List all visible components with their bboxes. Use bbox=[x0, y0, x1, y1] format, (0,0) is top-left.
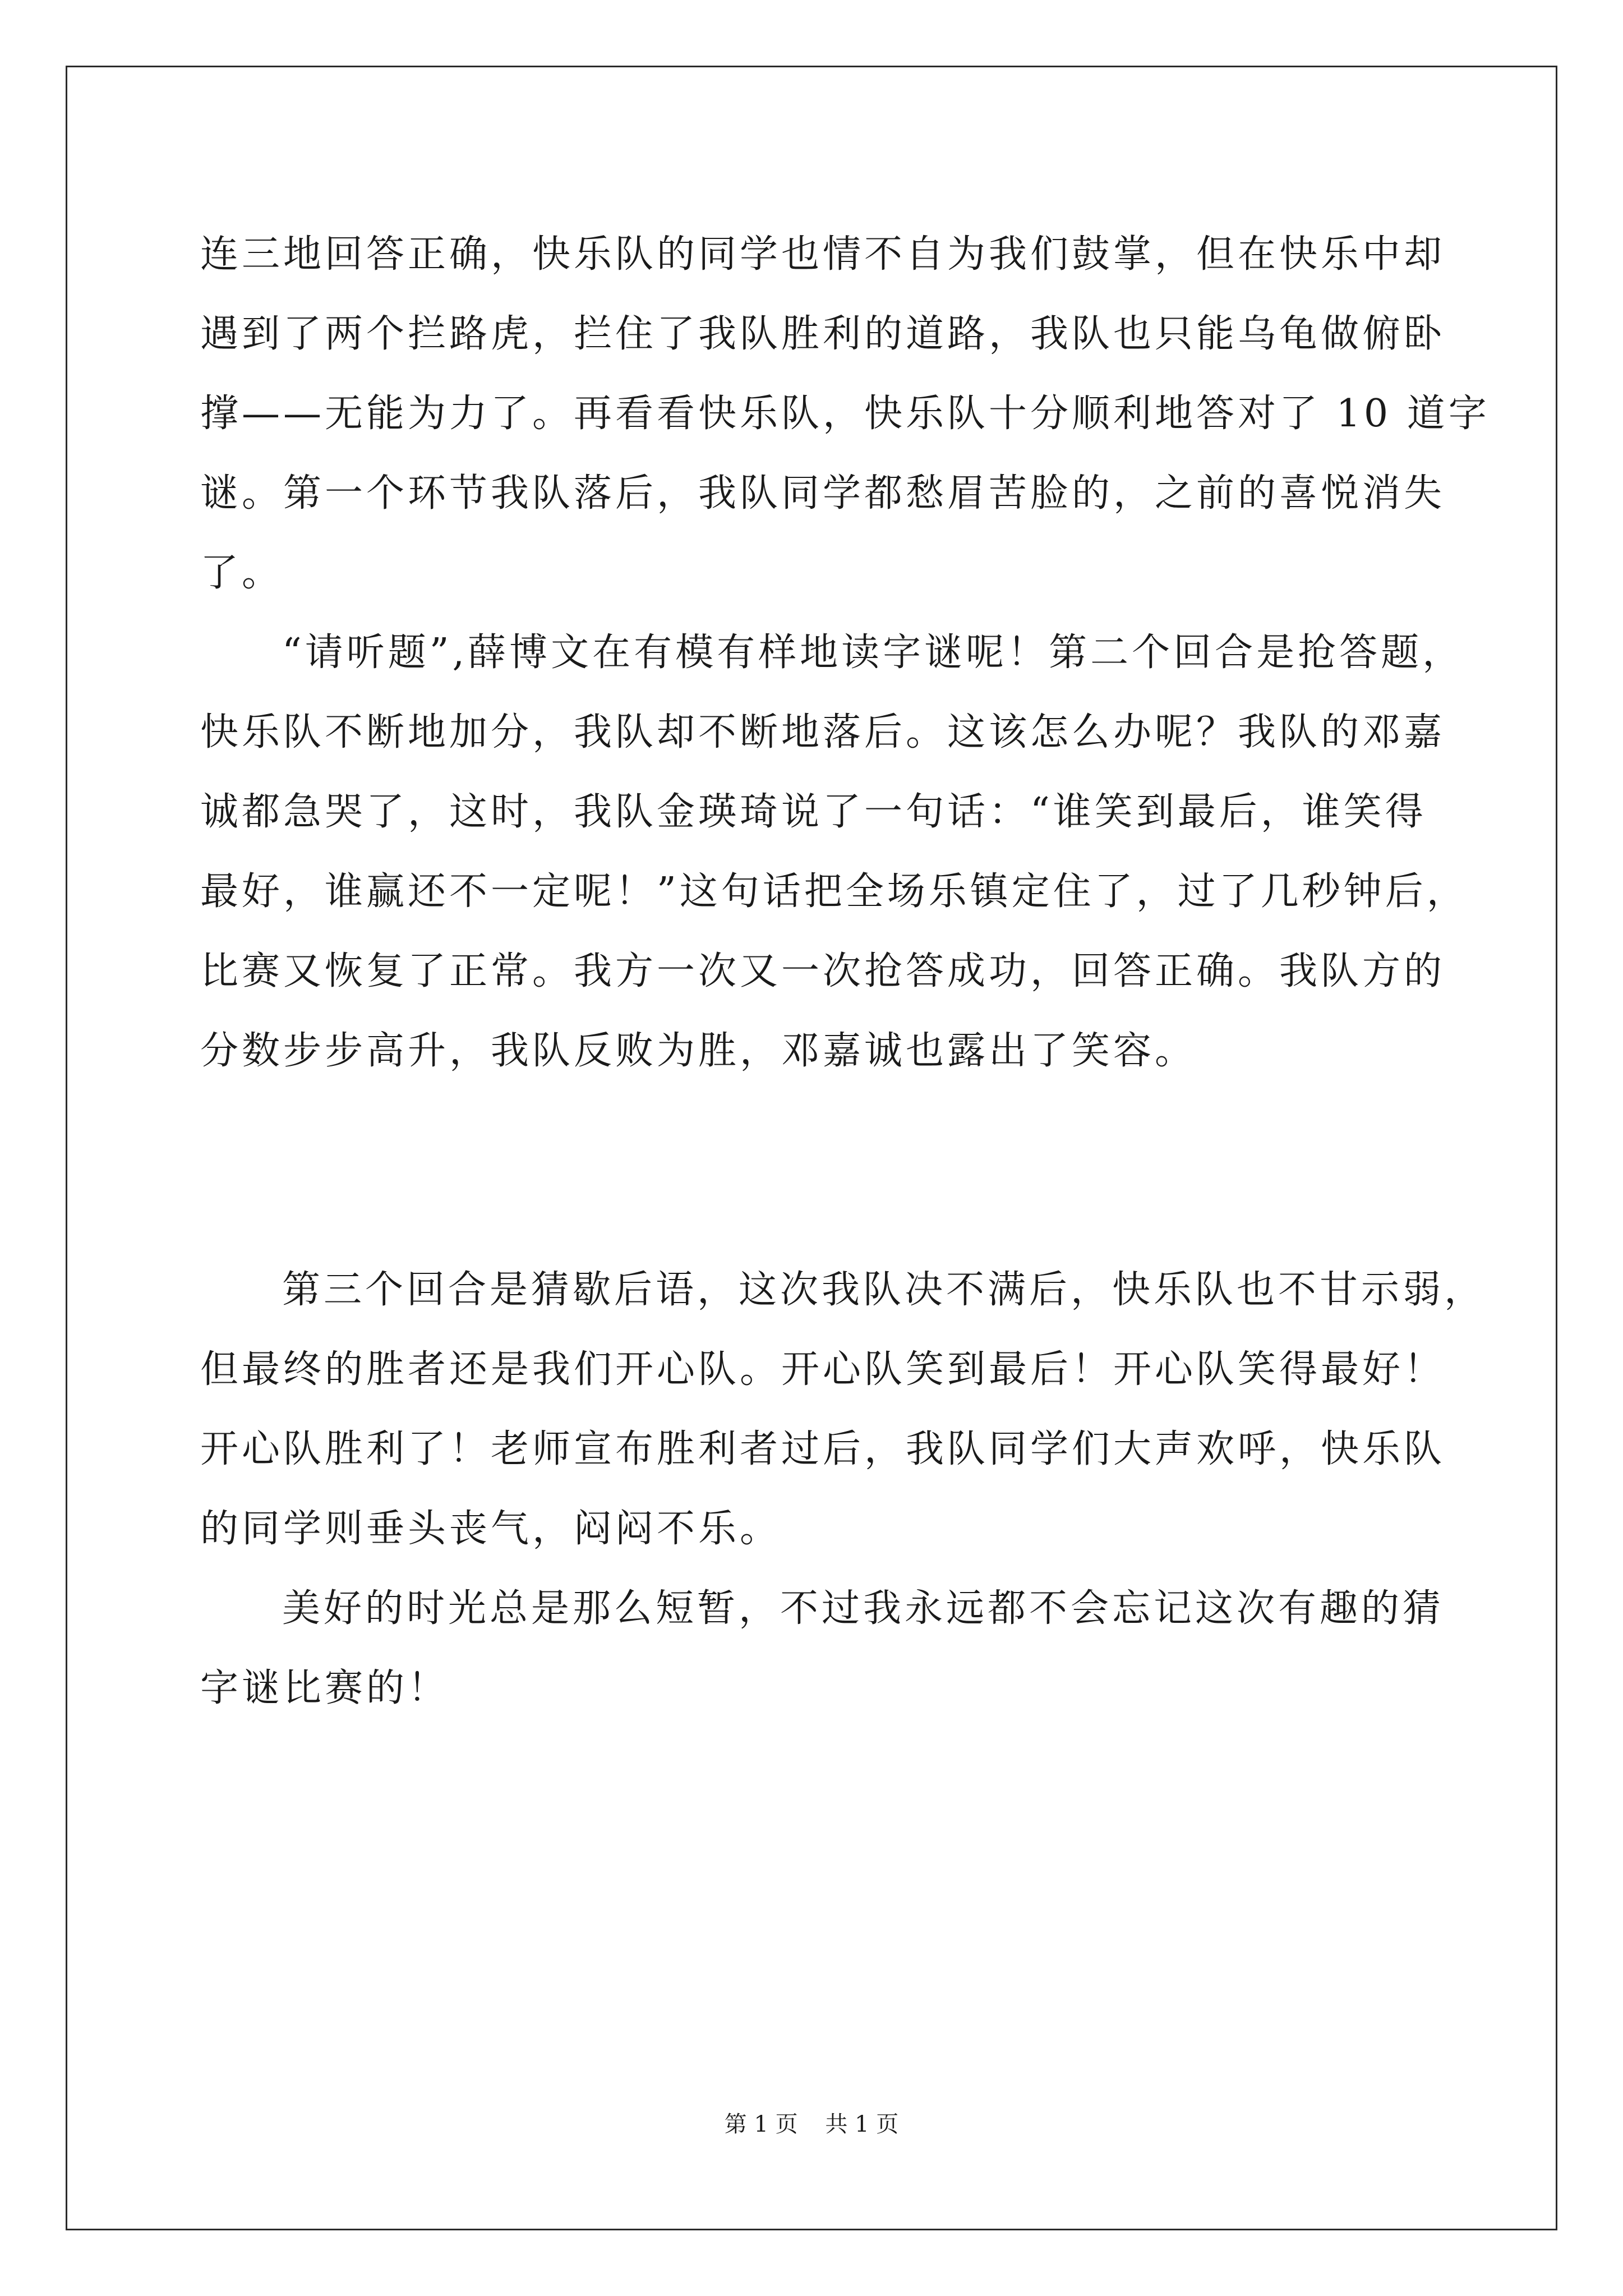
page-number: 第 1 页 bbox=[724, 2111, 798, 2137]
text-line: 比赛又恢复了正常。我方一次又一次抢答成功，回答正确。我队方的 bbox=[200, 949, 1446, 993]
page-total: 共 1 页 bbox=[825, 2111, 899, 2137]
text-line: 但最终的胜者还是我们开心队。开心队笑到最后！开心队笑得最好！ bbox=[200, 1347, 1446, 1392]
paragraph bbox=[200, 613, 1468, 1250]
text-line: 分数步步高升，我队反败为胜，邓嘉诚也露出了笑容。 bbox=[200, 1029, 1197, 1073]
paragraph bbox=[200, 1569, 1445, 1728]
text-line: 的同学则垂头丧气，闷闷不乐。 bbox=[200, 1507, 782, 1551]
text-line: 连三地回答正确，快乐队的同学也情不自为我们鼓掌，但在快乐中却 bbox=[200, 232, 1446, 277]
text-line: 美好的时光总是那么短暂，不过我永远都不会忘记这次有趣的猜 bbox=[282, 1586, 1445, 1631]
text-line: “请听题”,薛博文在有模有样地读字谜呢！第二个回合是抢答题， bbox=[282, 631, 1464, 675]
text-line: 撑——无能为力了。再看看快乐队，快乐队十分顺利地答对了 10 道字 bbox=[200, 392, 1490, 436]
paragraph bbox=[200, 215, 1490, 613]
document-body bbox=[200, 215, 1490, 1728]
text-line: 快乐队不断地加分，我队却不断地落后。这该怎么办呢？我队的邓嘉 bbox=[200, 710, 1446, 754]
text-line: 开心队胜利了！老师宣布胜利者过后，我队同学们大声欢呼，快乐队 bbox=[200, 1427, 1446, 1471]
text-line: 遇到了两个拦路虎，拦住了我队胜利的道路，我队也只能乌龟做俯卧 bbox=[200, 312, 1446, 356]
paragraph bbox=[200, 1250, 1486, 1569]
text-line: 谜。第一个环节我队落后，我队同学都愁眉苦脸的，之前的喜悦消失 bbox=[200, 471, 1446, 516]
text-line: 诚都急哭了，这时，我队金瑛琦说了一句话：“谁笑到最后，谁笑得 bbox=[200, 790, 1427, 834]
text-line: 了。 bbox=[200, 551, 284, 595]
text-line: 字谜比赛的！ bbox=[200, 1666, 450, 1710]
page-footer bbox=[0, 2108, 1623, 2141]
text-line: 第三个回合是猜歇后语，这次我队决不满后，快乐队也不甘示弱， bbox=[282, 1268, 1486, 1312]
text-line: 最好，谁赢还不一定呢！”这句话把全场乐镇定住了，过了几秒钟后， bbox=[200, 869, 1468, 914]
